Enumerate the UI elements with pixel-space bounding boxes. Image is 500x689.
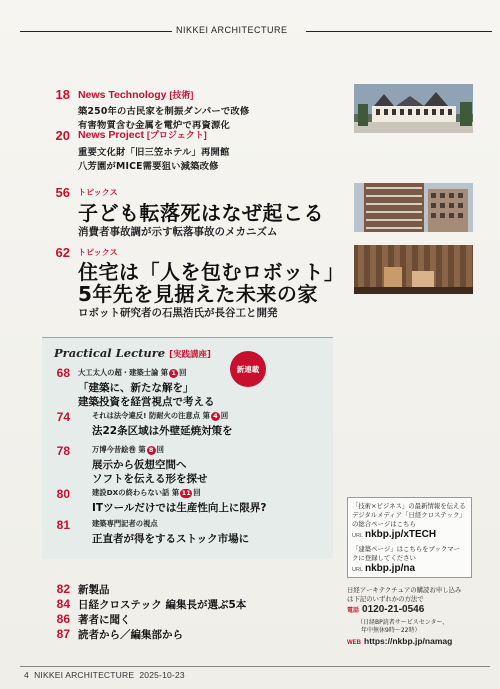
lecture-series xyxy=(92,488,201,498)
header-rule-left xyxy=(20,31,172,32)
phone-line[interactable] xyxy=(347,604,424,615)
news-line: 有害物質含む金属を電炉で再資源化 xyxy=(78,120,230,131)
lecture-page-number[interactable]: 80 xyxy=(56,487,70,501)
news-line: 築250年の古民家を制振ダンパーで改修 xyxy=(78,106,250,117)
news-line: 重要文化財「旧三笠ホテル」再開館 xyxy=(78,147,230,158)
round-number: 1 xyxy=(169,369,178,378)
topic-subtitle: 消費者事故調が示す転落事故のメカニズム xyxy=(78,226,278,238)
lecture-title-jp: [実践講座] xyxy=(169,350,211,360)
lecture-title-line[interactable]: 展示から仮想空間へ xyxy=(92,459,187,471)
folio-date: 2025-10-23 xyxy=(139,670,185,680)
phone-note: （日経BP読者サービスセンター、 xyxy=(357,619,449,626)
hotel-photo xyxy=(354,84,473,133)
footer-item-label[interactable]: 日経クロステック 編集長が選ぶ5本 xyxy=(78,599,247,611)
url-label: URL xyxy=(352,567,364,573)
web-url: https://nkbp.jp/namag xyxy=(364,636,453,646)
footer-item-label[interactable]: 読者から／編集部から xyxy=(78,629,183,641)
news-line: 八芳園がMICE需要狙い減築改修 xyxy=(78,161,219,172)
lecture-title-en: Practical Lecture xyxy=(54,346,166,360)
news-tag: [プロジェクト] xyxy=(146,130,207,140)
footer-item-label[interactable]: 著者に聞く xyxy=(78,614,131,626)
news-heading[interactable] xyxy=(78,88,193,101)
lecture-title xyxy=(54,346,211,360)
na-link[interactable] xyxy=(352,563,415,574)
footer-page-number[interactable]: 87 xyxy=(56,627,70,641)
footer-page-number[interactable]: 84 xyxy=(56,597,70,611)
round-suffix: 回 xyxy=(220,411,229,420)
round-suffix: 回 xyxy=(179,368,187,377)
info-line: クに登録してください xyxy=(352,554,416,562)
phone-number: 0120-21-0546 xyxy=(362,604,425,615)
series-name: 万博今昔絵巻 第 xyxy=(92,445,146,454)
folio-magazine: NIKKEI ARCHITECTURE xyxy=(34,670,135,680)
folio-page: 4 xyxy=(24,670,29,680)
header-magazine-name: NIKKEI ARCHITECTURE xyxy=(176,25,288,35)
lecture-series xyxy=(92,519,158,529)
news-page-number[interactable]: 18 xyxy=(55,87,70,102)
phone-label: 電話 xyxy=(347,608,360,614)
series-name: 建築専門記者の視点 xyxy=(92,519,158,528)
topic-subtitle: ロボット研究者の石黒浩氏が長谷工と開発 xyxy=(78,307,278,319)
info-line: 「建築ページ」はこちらをブックマー xyxy=(352,545,461,553)
na-url: nkbp.jp/na xyxy=(365,563,416,574)
phone-note: 年中無休9時〜22時） xyxy=(361,627,421,634)
series-name: 建設DXの終わらない話 第 xyxy=(92,488,180,497)
series-name: それは法令違反! 防耐火の注意点 第 xyxy=(92,411,210,420)
url-label: URL xyxy=(352,533,364,539)
apartment-photo xyxy=(354,183,473,232)
footer-item-label[interactable]: 新製品 xyxy=(78,584,110,596)
footer-page-number[interactable]: 82 xyxy=(56,582,70,596)
topic-page-number[interactable]: 62 xyxy=(55,245,70,260)
round-suffix: 回 xyxy=(156,445,164,454)
xtech-url: nkbp.jp/xTECH xyxy=(365,529,437,540)
new-series-badge: 新連載 xyxy=(230,351,266,387)
topic-title[interactable]: 5年先を見据えた未来の家 xyxy=(78,282,318,306)
news-tag: [技術] xyxy=(169,90,194,100)
lecture-page-number[interactable]: 68 xyxy=(56,366,70,380)
lecture-title-line[interactable]: 法22条区域は外壁延焼対策を xyxy=(92,425,233,437)
news-heading[interactable] xyxy=(78,128,207,141)
topic-page-number[interactable]: 56 xyxy=(55,185,70,200)
topic-tag: トピックス xyxy=(78,188,118,197)
lecture-title-line[interactable]: 建築投資を経営視点で考える xyxy=(78,396,215,408)
web-line[interactable] xyxy=(347,636,452,646)
lecture-page-number[interactable]: 74 xyxy=(56,410,70,424)
lecture-series xyxy=(92,411,228,421)
lecture-series xyxy=(78,368,186,378)
news-category: News Technology xyxy=(78,89,167,101)
lecture-page-number[interactable]: 81 xyxy=(56,518,70,532)
topic-tag: トピックス xyxy=(78,248,118,257)
round-number: 8 xyxy=(147,446,156,455)
lecture-title-line[interactable]: ITツールだけでは生産性向上に限界? xyxy=(92,502,267,514)
interior-photo xyxy=(354,245,473,294)
round-suffix: 回 xyxy=(193,488,201,497)
header-bar xyxy=(20,22,492,40)
info-line: 「技術×ビジネス」の最新情報を伝える xyxy=(352,502,466,510)
round-number: 11 xyxy=(181,489,191,497)
web-label: WEB xyxy=(347,640,361,646)
lecture-title-line[interactable]: 正直者が得をするストック市場に xyxy=(92,533,250,545)
info-line: デジタルメディア「日経クロステック」 xyxy=(352,511,466,519)
round-number: 4 xyxy=(211,412,220,421)
topic-title[interactable]: 子ども転落死はなぜ起こる xyxy=(78,201,324,225)
news-category: News Project xyxy=(78,129,144,141)
header-rule-right xyxy=(306,31,492,32)
lecture-title-line[interactable]: ソフトを伝える形を探せ xyxy=(92,473,208,485)
xtech-link[interactable] xyxy=(352,529,436,540)
lecture-page-number[interactable]: 78 xyxy=(56,444,70,458)
subscription-line: は下記のいずれかの方法で xyxy=(347,595,424,603)
topic-title[interactable]: 住宅は「人を包むロボット」 xyxy=(78,260,345,284)
subscription-line: 日経アーキテクチュアの購読お申し込み xyxy=(347,586,462,594)
footer-page-number[interactable]: 86 xyxy=(56,612,70,626)
info-line: の総合ページはこちら xyxy=(352,520,416,528)
lecture-title-line[interactable]: 「建築に、新たな解を」 xyxy=(78,382,194,394)
bottom-rule xyxy=(20,666,490,667)
lecture-series xyxy=(92,445,164,455)
news-page-number[interactable]: 20 xyxy=(55,128,70,143)
series-name: 大工太人の超・建築士論 第 xyxy=(78,368,169,377)
folio xyxy=(24,670,185,680)
